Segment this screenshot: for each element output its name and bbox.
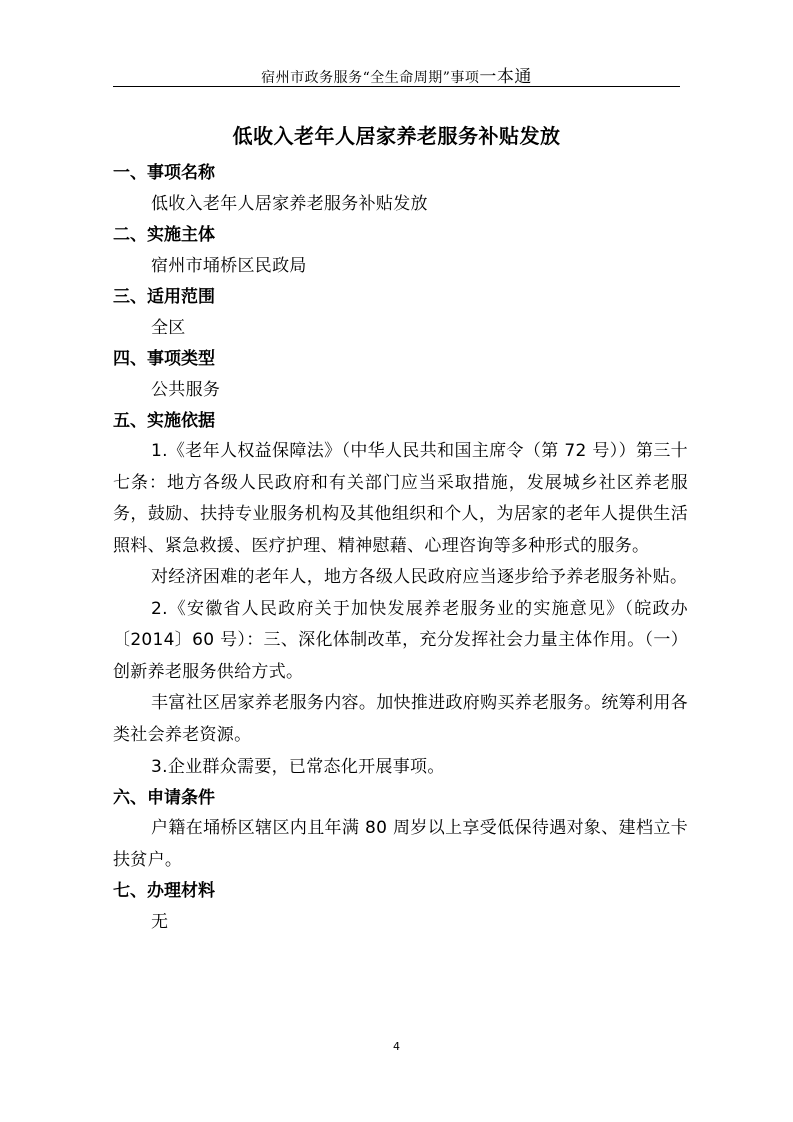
section-paragraph: 低收入老年人居家养老服务补贴发放 (151, 194, 428, 214)
running-header (0, 62, 793, 87)
section-paragraph: 1.《老年人权益保障法》（中华人民共和国主席令（第 72 号））第三十七条：地方各级人民政府和有关部门应当采取措施，发展城乡社区养老服务，鼓励、扶持专业服务机构及其他组织和个人，为居家的老年人提供生活照料、紧急救援、医疗护理、精神慰藉、心理咨询等多种形式的服务。 (113, 441, 688, 556)
section-heading-item-type: 四、事项类型 (113, 349, 215, 369)
section-paragraph: 对经济困难的老年人，地方各级人民政府应当逐步给予养老服务补贴。 (151, 567, 688, 587)
document-body (113, 158, 688, 938)
section-paragraph: 2.《安徽省人民政府关于加快发展养老服务业的实施意见》（皖政办〔2014〕60 号）：三、深化体制改革，充分发挥社会力量主体作用。（一）创新养老服务供给方式。 (113, 598, 688, 682)
page-number: 4 (393, 1040, 400, 1053)
section-paragraph: 丰富社区居家养老服务内容。加快推进政府购买养老服务。统筹利用各类社会养老资源。 (113, 693, 688, 745)
section-heading-scope: 三、适用范围 (113, 287, 215, 307)
running-header-text-big: 一本通 (479, 67, 532, 87)
document-title: 低收入老年人居家养老服务补贴发放 (232, 124, 561, 148)
section-heading-implementing-body: 二、实施主体 (113, 225, 215, 245)
header-rule (113, 86, 680, 87)
section-paragraph: 户籍在埇桥区辖区内且年满 80 周岁以上享受低保待遇对象、建档立卡扶贫户。 (113, 818, 688, 870)
section-paragraph: 3.企业群众需要，已常态化开展事项。 (151, 757, 445, 777)
section-paragraph: 全区 (151, 318, 186, 338)
running-header-text: 宿州市政务服务“全生命周期”事项 (261, 70, 480, 86)
section-paragraph: 无 (151, 912, 169, 932)
section-heading-required-materials: 七、办理材料 (113, 881, 215, 901)
section-heading-application-conditions: 六、申请条件 (113, 788, 215, 808)
section-heading-legal-basis: 五、实施依据 (113, 411, 215, 431)
section-paragraph: 公共服务 (151, 380, 221, 400)
section-paragraph: 宿州市埇桥区民政局 (151, 256, 307, 276)
section-heading-item-name: 一、事项名称 (113, 163, 215, 183)
